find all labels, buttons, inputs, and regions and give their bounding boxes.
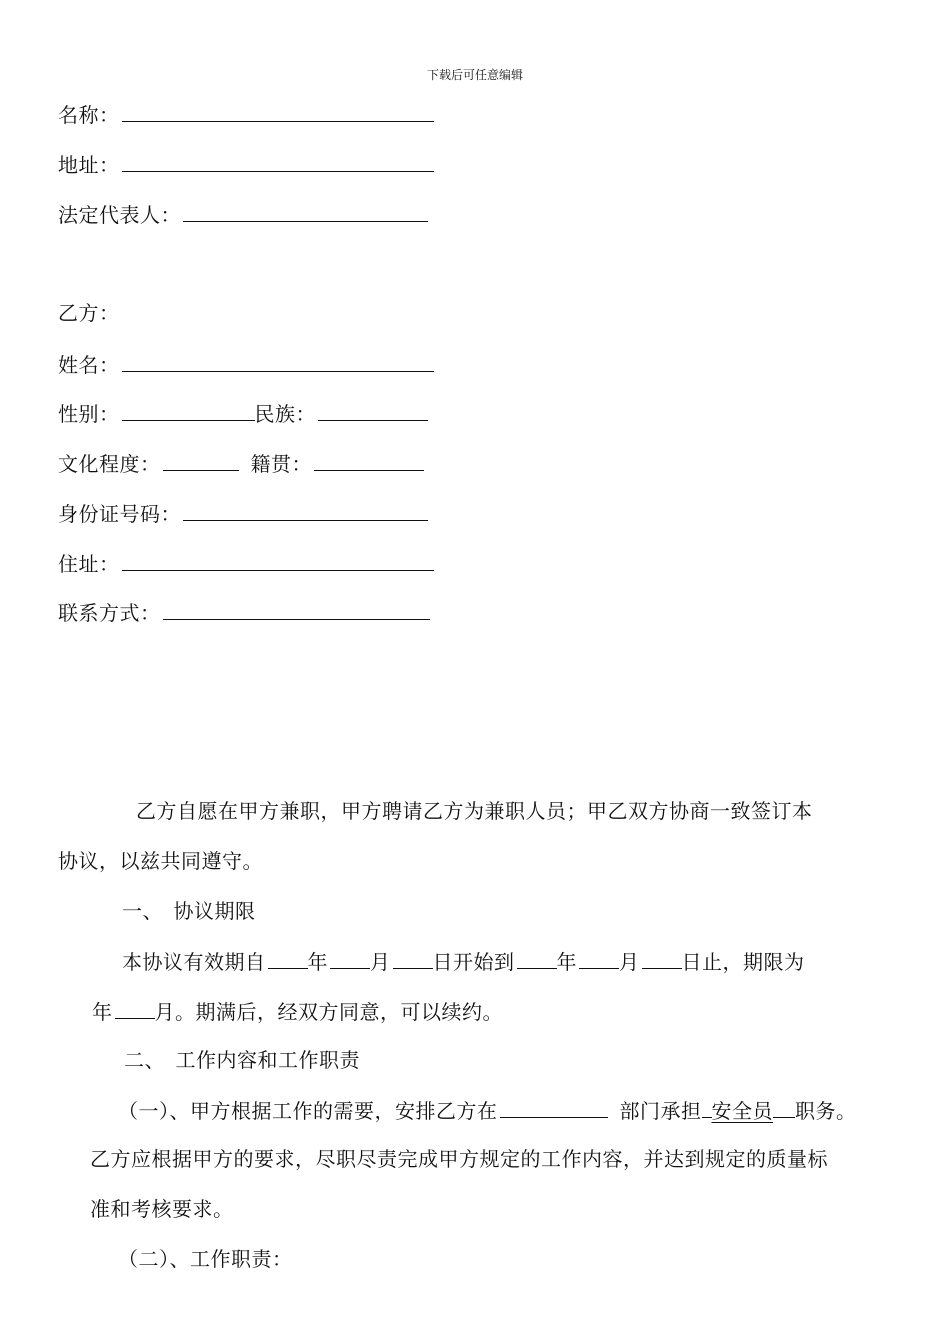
party-a-rep-row <box>58 199 428 229</box>
section2-heading: 二、 工作内容和工作职责 <box>124 1048 360 1072</box>
party-b-origin-blank[interactable] <box>314 448 424 471</box>
party-b-title: 乙方： <box>58 301 120 325</box>
start-year-unit: 年 <box>307 950 328 974</box>
party-b-id-label: 身份证号码： <box>58 502 181 526</box>
party-a-address-label: 地址： <box>58 153 120 177</box>
party-b-id-row <box>58 498 428 528</box>
start-month-blank[interactable] <box>330 946 370 969</box>
section2-item1-line-1 <box>118 1095 857 1125</box>
end-year-blank[interactable] <box>517 946 557 969</box>
end-year-unit: 年 <box>556 950 577 974</box>
party-b-gender-row <box>58 398 428 428</box>
party-b-gender-label: 性别： <box>58 402 120 426</box>
start-day-text: 日开始到 <box>432 950 515 974</box>
party-b-name-row <box>58 349 434 379</box>
party-b-name-label: 姓名： <box>58 353 120 377</box>
party-b-id-blank[interactable] <box>183 498 428 521</box>
party-a-name-label: 名称： <box>58 103 120 127</box>
item1-text-b: 部门承担 <box>619 1099 702 1123</box>
start-day-blank[interactable] <box>393 946 433 969</box>
item1-text-a: （一）、甲方根据工作的需要，安排乙方在 <box>118 1099 498 1123</box>
party-b-name-blank[interactable] <box>122 349 434 372</box>
end-month-unit: 月 <box>619 950 640 974</box>
department-blank[interactable] <box>500 1095 608 1118</box>
party-b-contact-label: 联系方式： <box>58 601 161 625</box>
duration-year-unit: 年 <box>92 1000 113 1024</box>
party-b-residence-label: 住址： <box>58 552 120 576</box>
party-a-address-blank[interactable] <box>122 149 434 172</box>
party-b-education-row <box>58 448 424 478</box>
party-b-contact-row <box>58 597 430 627</box>
intro-line-2: 协议，以兹共同遵守。 <box>58 849 263 873</box>
intro-line-1: 乙方自愿在甲方兼职，甲方聘请乙方为兼职人员；甲乙双方协商一致签订本 <box>136 799 813 823</box>
duration-month-blank[interactable] <box>115 996 155 1019</box>
section2-item1-line-3: 准和考核要求。 <box>90 1197 234 1221</box>
party-a-address-row <box>58 149 434 179</box>
party-b-education-blank[interactable] <box>163 448 239 471</box>
party-a-rep-blank[interactable] <box>183 199 428 222</box>
section1-term-line-1 <box>122 946 805 976</box>
term-start-label: 本协议有效期自 <box>122 950 266 974</box>
section1-heading: 一、 协议期限 <box>122 899 256 923</box>
party-b-ethnicity-label: 民族： <box>254 402 316 426</box>
end-month-blank[interactable] <box>579 946 619 969</box>
duration-end-text: 月。期满后，经双方同意，可以续约。 <box>154 1000 503 1024</box>
party-b-ethnicity-blank[interactable] <box>318 398 428 421</box>
party-b-residence-row <box>58 548 434 578</box>
end-day-text: 日止，期限为 <box>681 950 805 974</box>
party-a-name-blank[interactable] <box>122 99 434 122</box>
party-b-contact-blank[interactable] <box>163 597 430 620</box>
page-header: 下载后可任意编辑 <box>426 68 523 82</box>
party-a-name-row <box>58 99 434 129</box>
party-a-rep-label: 法定代表人： <box>58 203 181 227</box>
start-month-unit: 月 <box>370 950 391 974</box>
section1-term-line-2 <box>92 996 503 1026</box>
party-b-gender-blank[interactable] <box>122 398 255 421</box>
party-b-origin-label: 籍贯： <box>250 452 312 476</box>
start-year-blank[interactable] <box>268 946 308 969</box>
end-day-blank[interactable] <box>642 946 682 969</box>
position-value: 安全员 <box>711 1099 773 1123</box>
party-b-education-label: 文化程度： <box>58 452 161 476</box>
section2-item1-line-2: 乙方应根据甲方的要求，尽职尽责完成甲方规定的工作内容，并达到规定的质量标 <box>90 1147 828 1171</box>
section2-item2: （二）、工作职责： <box>118 1247 293 1271</box>
party-b-residence-blank[interactable] <box>122 548 434 571</box>
item1-text-c: 职务。 <box>795 1099 857 1123</box>
